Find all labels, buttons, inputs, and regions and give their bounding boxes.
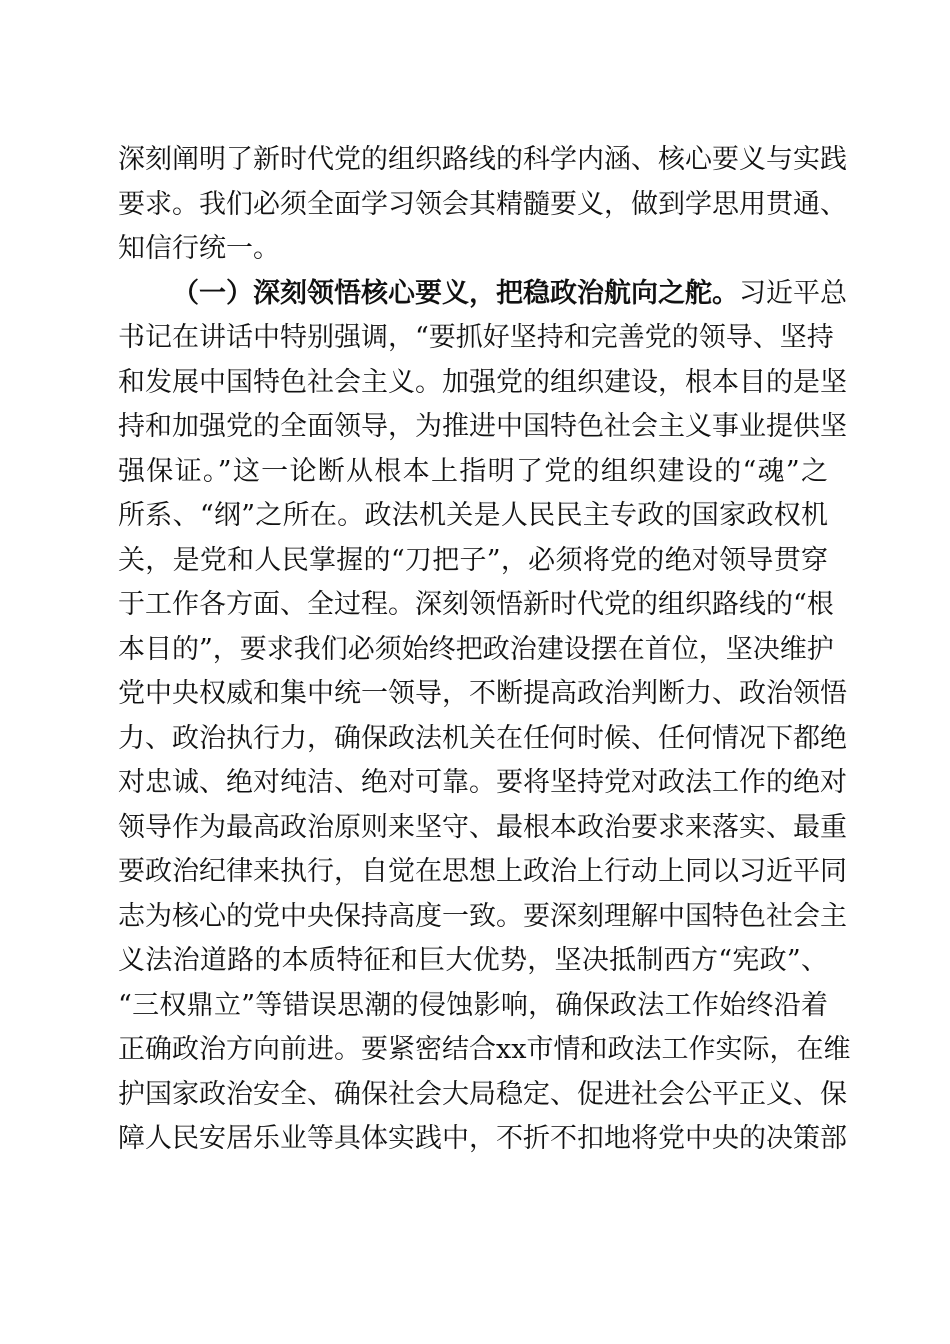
text-line: 领导作为最高政治原则来坚守、最根本政治要求来落实、最重 [118, 811, 847, 843]
paragraph-1 [118, 138, 847, 272]
text-line: 所系、“纲”之所在。政法机关是人民民主专政的国家政权机 [118, 500, 828, 531]
text-line: “三权鼎立”等错误思潮的侵蚀影响，确保政法工作始终沿着 [118, 989, 828, 1021]
heading-line-rest: 习近平总 [739, 277, 847, 309]
text-line: 正确政治方向前进。要紧密结合xx市情和政法工作实际，在维 [118, 1034, 851, 1065]
text-line: 护国家政治安全、确保社会大局稳定、促进社会公平正义、保 [118, 1078, 847, 1110]
section-heading: （一）深刻领悟核心要义，把稳政治航向之舵。 [172, 277, 739, 309]
text-line: 知信行统一。 [118, 233, 280, 264]
text-line: 书记在讲话中特别强调，“要抓好坚持和完善党的领导、坚持 [118, 322, 834, 353]
text-line: 志为核心的党中央保持高度一致。要深刻理解中国特色社会主 [118, 900, 847, 932]
text-line: 强保证。”这一论断从根本上指明了党的组织建设的“魂”之 [118, 455, 828, 487]
text-line: 义法治道路的本质特征和巨大优势，坚决抵制西方“宪政”、 [118, 945, 828, 976]
paragraph-2 [118, 272, 851, 1162]
text-line: 关，是党和人民掌握的“刀把子”，必须将党的绝对领导贯穿 [118, 544, 828, 576]
text-line: 要求。我们必须全面学习领会其精髓要义，做到学思用贯通、 [118, 188, 847, 220]
text-line [118, 272, 847, 317]
text-line: 深刻阐明了新时代党的组织路线的科学内涵、核心要义与实践 [118, 144, 847, 175]
text-line: 和发展中国特色社会主义。加强党的组织建设，根本目的是坚 [118, 366, 847, 398]
body-text [118, 138, 851, 1162]
text-line: 于工作各方面、全过程。深刻领悟新时代党的组织路线的“根 [118, 589, 834, 620]
text-line: 要政治纪律来执行，自觉在思想上政治上行动上同以习近平同 [118, 856, 847, 887]
text-line: 持和加强党的全面领导，为推进中国特色社会主义事业提供坚 [118, 411, 847, 442]
text-line: 本目的”，要求我们必须始终把政治建设摆在首位，坚决维护 [118, 633, 834, 665]
text-line: 障人民安居乐业等具体实践中，不折不扣地将党中央的决策部 [118, 1123, 847, 1154]
text-line: 力、政治执行力，确保政法机关在任何时候、任何情况下都绝 [118, 722, 847, 754]
text-line: 党中央权威和集中统一领导，不断提高政治判断力、政治领悟 [118, 678, 847, 709]
text-line: 对忠诚、绝对纯洁、绝对可靠。要将坚持党对政法工作的绝对 [118, 767, 847, 798]
